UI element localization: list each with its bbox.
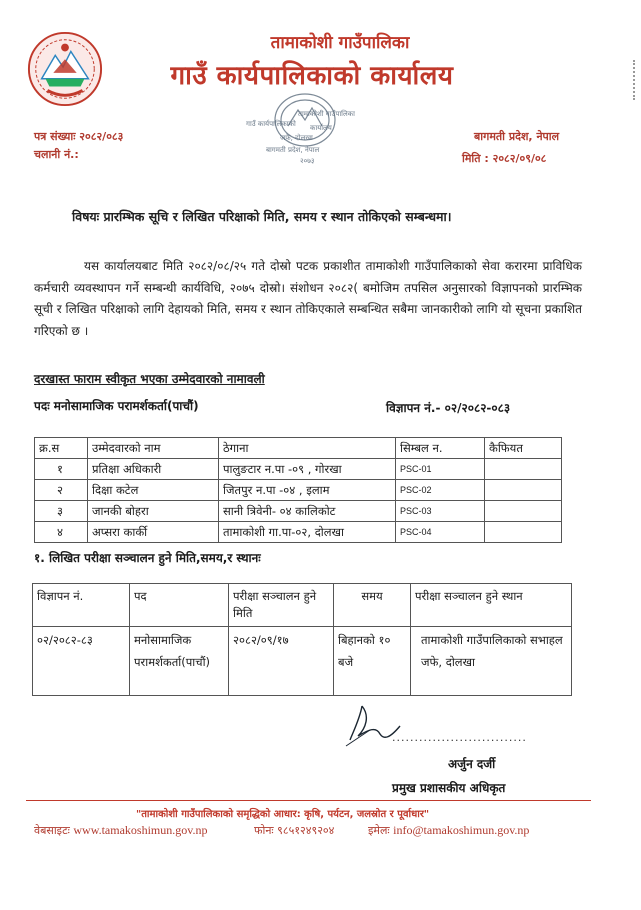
office-seal-icon <box>240 86 370 166</box>
remarks-cell <box>485 459 562 480</box>
exam-time-cell: बिहानको १० बजे <box>334 627 411 696</box>
exam-section-title: १. लिखित परीक्षा सञ्चालन हुने मिति,समय,र स्थानः <box>34 551 261 565</box>
table-row <box>35 459 562 480</box>
name-cell: प्रतिक्षा अधिकारी <box>88 459 219 480</box>
serial-cell: ४ <box>35 522 88 543</box>
seal-line: २०७३ <box>300 157 315 165</box>
email-link[interactable]: info@tamakoshimun.gov.np <box>393 823 530 837</box>
column-header: उम्मेदवारको नाम <box>88 438 219 459</box>
remarks-cell <box>485 480 562 501</box>
nepal-emblem-icon <box>26 30 104 108</box>
candidates-table <box>34 437 562 543</box>
signature-icon <box>340 700 410 754</box>
officer-title: प्रमुख प्रशासकीय अधिकृत <box>392 781 506 795</box>
table-row <box>35 522 562 543</box>
seal-line: जफे, दोलखा <box>280 134 313 142</box>
dispatch-number: चलानी नं.: <box>34 148 79 161</box>
candidate-list-title: दरखास्त फाराम स्वीकृत भएका उम्मेदवारको नामावली <box>34 372 265 386</box>
email-label: इमेलः <box>368 824 390 837</box>
column-header: क्र.स <box>35 438 88 459</box>
symbol-cell: PSC-01 <box>396 459 485 480</box>
column-header: पद <box>130 584 229 627</box>
footer-phone <box>254 823 334 838</box>
seal-line: कार्यालय <box>310 124 332 132</box>
advt-number-cell: ०२/२०८२-८३ <box>33 627 130 696</box>
column-header: कैफियत <box>485 438 562 459</box>
issue-date: मिति : २०८२/०९/०८ <box>462 152 547 165</box>
margin-mark <box>633 60 641 100</box>
address-cell: पालुङटार न.पा -०९ , गोरखा <box>219 459 396 480</box>
exam-date-cell: २०८२/०९/१७ <box>229 627 334 696</box>
column-header: ठेगाना <box>219 438 396 459</box>
column-header: परीक्षा सञ्चालन हुने मिति <box>229 584 334 627</box>
symbol-cell: PSC-04 <box>396 522 485 543</box>
serial-cell: ३ <box>35 501 88 522</box>
signature-line: .............................. <box>392 731 527 744</box>
symbol-cell: PSC-02 <box>396 480 485 501</box>
column-header: विज्ञापन नं. <box>33 584 130 627</box>
remarks-cell <box>485 522 562 543</box>
office-main-title: गाउँ कार्यपालिकाको कार्यालय <box>170 61 454 91</box>
exam-venue-cell: तामाकोशी गाउँपालिकाको सभाहल जफे, दोलखा <box>411 627 572 696</box>
footer-motto: "तामाकोशी गाउँपालिकाको समृद्धिको आधार: कृषि, पर्यटन, जलस्रोत र पूर्वाधार" <box>136 809 430 820</box>
address-cell: तामाकोशी गा.पा-०२, दोलखा <box>219 522 396 543</box>
notice-body: यस कार्यालयबाट मिति २०८२/०८/२५ गते दोस्रो पटक प्रकाशीत तामाकोशी गाउँपालिकाको सेवा करारमा प्राविधिक कर्मचारी व्यवस्थापन गर्ने सम्बन्धी कार्यविधि, २०७५ दोस्रो। संशोधन २०८२( बमोजिम तपसिल अनुसारको विज्ञापनको प्रारम्भिक सूची र लिखित परिक्षाको लागि देहायको मिति, समय र स्थान तोकिएकाले सम्बन्धित सबैमा जानकारीको लागि यो सूचना प्रकाशित गरिएको छ । <box>34 259 582 338</box>
symbol-cell: PSC-03 <box>396 501 485 522</box>
column-header: समय <box>334 584 411 627</box>
table-row <box>33 627 572 696</box>
footer-divider <box>26 800 591 801</box>
serial-cell: १ <box>35 459 88 480</box>
seal-line: बागमती प्रदेश, नेपाल <box>266 146 320 154</box>
post-cell: मनोसामाजिक परामर्शकर्ता(पाचौं) <box>130 627 229 696</box>
phone-label: फोनः <box>254 824 274 837</box>
table-header-row <box>35 438 562 459</box>
exam-schedule-table <box>32 583 572 696</box>
seal-line: तामाकोशी गाउँपालिका <box>298 110 355 118</box>
remarks-cell <box>485 501 562 522</box>
name-cell: दिक्षा कटेल <box>88 480 219 501</box>
advertisement-number: विज्ञापन नं.- ०२/२०८२-०८३ <box>386 401 511 415</box>
seal-line: गाउँ कार्यपालिकाको <box>246 120 296 128</box>
reference-number: पत्र संख्याः २०८२/०८३ <box>34 130 124 143</box>
serial-cell: २ <box>35 480 88 501</box>
table-header-row <box>33 584 572 627</box>
address-cell: सानी त्रिवेनी- ०४ कालिकोट <box>219 501 396 522</box>
name-cell: जानकी बोहरा <box>88 501 219 522</box>
website-link[interactable]: www.tamakoshimun.gov.np <box>73 823 208 837</box>
phone-number: ९८५१२४९२०४ <box>277 824 335 837</box>
footer-email <box>368 823 529 838</box>
name-cell: अप्सरा कार्की <box>88 522 219 543</box>
address-cell: जितपुर न.पा -०४ , इलाम <box>219 480 396 501</box>
post-line: पदः मनोसामाजिक परामर्शकर्ता(पाचौं) <box>34 399 199 413</box>
table-row <box>35 480 562 501</box>
province-label: बागमती प्रदेश, नेपाल <box>474 130 560 143</box>
officer-name: अर्जुन दर्जी <box>448 757 496 771</box>
office-name: तामाकोशी गाउँपालिका <box>270 33 410 53</box>
subject-line: विषयः प्रारम्भिक सूचि र लिखित परिक्षाको मिति, समय र स्थान तोकिएको सम्बन्धमा। <box>72 209 452 224</box>
website-label: वेबसाइटः <box>34 824 70 837</box>
column-header: परीक्षा सञ्चालन हुने स्थान <box>411 584 572 627</box>
footer-website <box>34 823 207 838</box>
column-header: सिम्बल न. <box>396 438 485 459</box>
table-row <box>35 501 562 522</box>
